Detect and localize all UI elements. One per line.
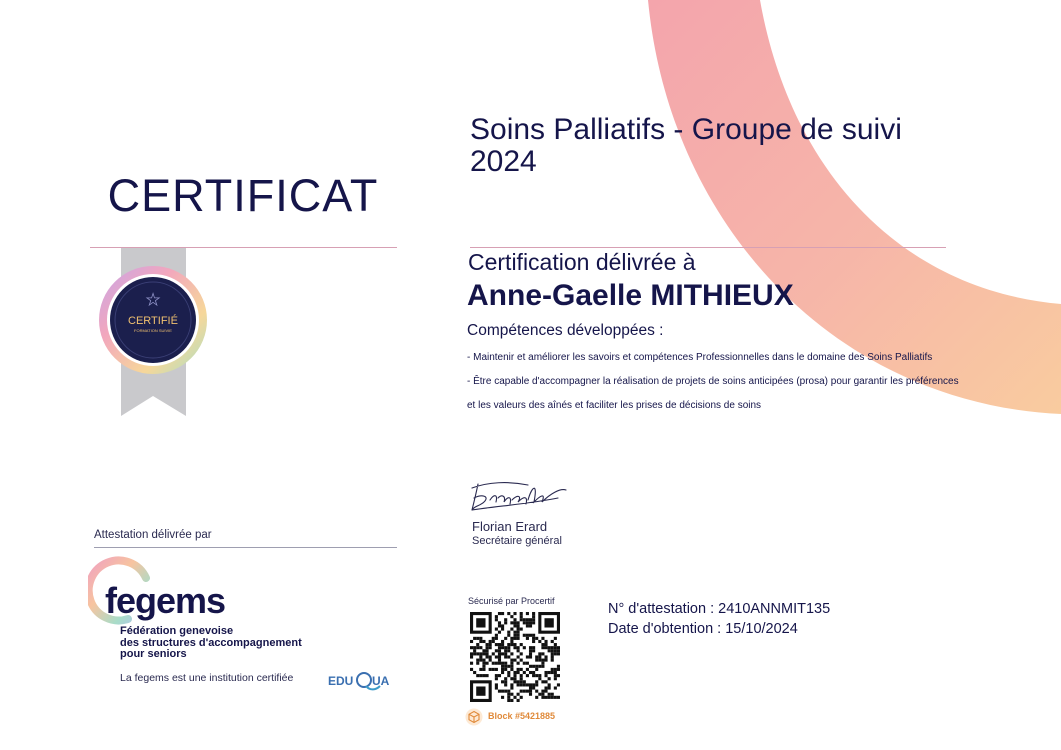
certified-badge: [96, 248, 212, 418]
certificate-title: CERTIFICAT: [107, 170, 379, 221]
skill-item: et les valeurs des aînés et faciliter les prises de décisions de soins: [467, 400, 762, 411]
signer-role: Secrétaire général: [472, 535, 562, 547]
issued-by-label: Attestation délivrée par: [94, 529, 212, 541]
divider-issuer: [94, 547, 397, 548]
star-icon: ★: [145, 290, 161, 309]
skills-title: Compétences développées :: [467, 322, 664, 339]
svg-text:UA: UA: [372, 674, 390, 688]
delivered-to-label: Certification délivrée à: [468, 249, 696, 275]
skills-list: [467, 346, 1007, 418]
attestation-date: Date d'obtention : 15/10/2024: [608, 621, 798, 637]
badge-label: CERTIFIÉ: [128, 315, 178, 327]
eduqua-logo: [328, 668, 394, 694]
blockchain-icon: [465, 708, 483, 726]
handwritten-signature: [468, 476, 572, 518]
course-title: Soins Palliatifs - Groupe de suivi 2024: [470, 113, 902, 178]
fegems-desc-line: des structures d'accompagnement: [120, 636, 302, 649]
svg-text:EDU: EDU: [328, 674, 354, 688]
fegems-desc-line: Fédération genevoise: [120, 625, 234, 637]
fegems-logo-text: fegems: [105, 580, 226, 621]
block-link[interactable]: Block #5421885: [488, 711, 556, 721]
qr-code[interactable]: [470, 612, 560, 702]
fegems-certified-note: La fegems est une institution certifiée: [120, 672, 294, 684]
divider-right: [470, 247, 946, 248]
fegems-description: [120, 626, 302, 661]
badge-sublabel: FORMATION SUIVIE: [134, 328, 172, 333]
secured-by-label: Sécurisé par Procertif: [468, 596, 555, 606]
attestation-number: N° d'attestation : 2410ANNMIT135: [608, 601, 831, 617]
signer-name: Florian Erard: [472, 519, 548, 534]
recipient-name: Anne-Gaelle MITHIEUX: [467, 279, 794, 312]
fegems-desc-line: pour seniors: [120, 648, 187, 660]
skill-item: - Être capable d'accompagner la réalisation de projets de soins anticipées (prosa) pour garantir les préférences: [467, 376, 959, 387]
skill-item: - Maintenir et améliorer les savoirs et compétences Professionnelles dans le domaine des Soins Palliatifs: [467, 352, 933, 363]
